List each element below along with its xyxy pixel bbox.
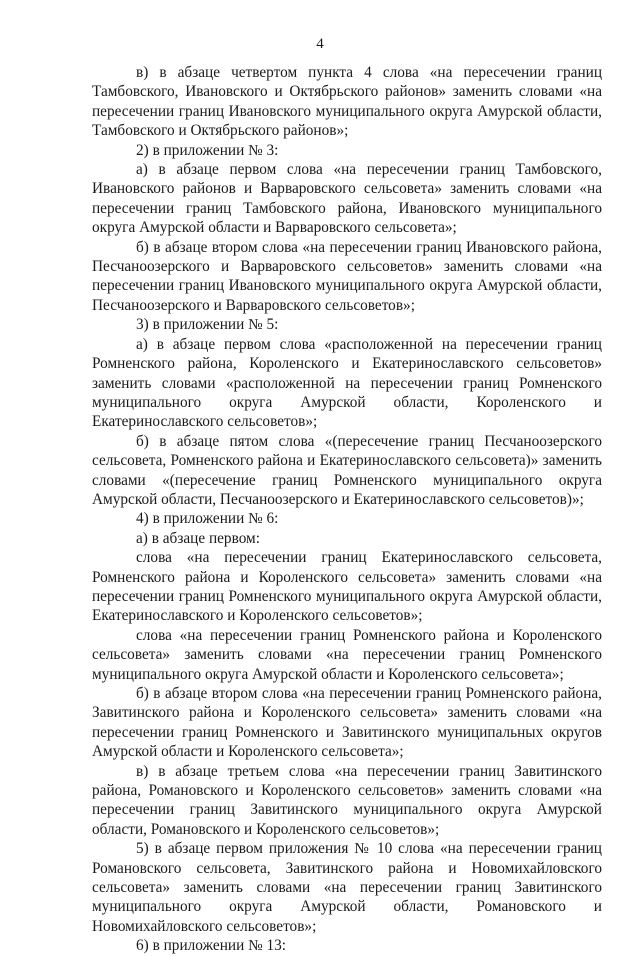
paragraph: б) в абзаце пятом слова «(пересечение границ Песчаноозерского сельсовета, Ромненского района и Екатеринославского сельсовета)» заменить словами «(пересечение границ Ромненского муниципального округа Амурской области, Песчаноозерского и Екатеринославского сельсоветов)»; <box>92 432 602 508</box>
paragraph: в) в абзаце четвертом пункта 4 слова «на пересечении границ Тамбовского, Ивановского и Октябрьского районов» заменить словами «на пересечении границ Ивановского муниципального округа Амурской области, Тамбовского и Октябрьского районов»; <box>92 64 602 140</box>
page-number: 4 <box>316 36 324 52</box>
document-body <box>92 63 602 956</box>
paragraph: 3) в приложении № 5: <box>136 316 279 334</box>
paragraph: 5) в абзаце первом приложения № 10 слова «на пересечении границ Романовского сельсовета, Завитинского района и Новомихайловского сельсовета» заменить словами «на пересечении границ Завитинского муниципального округа Амурской области, Романовского и Новомихайловского сельсоветов»; <box>92 840 602 935</box>
paragraph: а) в абзаце первом слова «расположенной на пересечении границ Ромненского района, Короленского и Екатеринославского сельсоветов» заменить словами «расположенной на пересечении границ Ромненского муниципального округа Амурской области, Короленского и Екатеринославского сельсоветов»; <box>92 335 602 431</box>
paragraph: а) в абзаце первом слова «на пересечении границ Тамбовского, Ивановского районов и Варваровского сельсовета» заменить словами «на пересечении границ Тамбовского района, Ивановского муниципального округа Амурской области и Варваровского сельсовета»; <box>92 161 602 237</box>
paragraph: б) в абзаце втором слова «на пересечении границ Ивановского района, Песчаноозерского и Варваровского сельсоветов» заменить словами «на пересечении границ Ивановского муниципального округа Амурской области, Песчаноозерского и Варваровского сельсоветов»; <box>92 238 602 314</box>
paragraph: б) в абзаце втором слова «на пересечении границ Ромненского района, Завитинского района и Короленского сельсовета» заменить словами «на пересечении границ Ромненского и Завитинского муниципальных округов Амурской области и Короленского сельсовета»; <box>92 685 602 761</box>
paragraph: 4) в приложении № 6: <box>136 510 279 528</box>
paragraph: 6) в приложении № 13: <box>136 937 287 955</box>
paragraph: 2) в приложении № 3: <box>136 141 279 159</box>
paragraph: а) в абзаце первом: <box>136 529 260 547</box>
paragraph: в) в абзаце третьем слова «на пересечении границ Завитинского района, Романовского и Короленского сельсоветов» заменить словами «на пересечении границ Завитинского муниципального округа Амурской области, Романовского и Короленского сельсоветов»; <box>92 762 602 838</box>
paragraph: слова «на пересечении границ Екатеринославского сельсовета, Ромненского района и Короленского сельсовета» заменить словами «на пересечении границ Ромненского муниципального округа Амурской области, Екатеринославского и Короленского сельсоветов»; <box>92 549 602 625</box>
paragraph: слова «на пересечении границ Ромненского района и Короленского сельсовета» заменить словами «на пересечении границ Ромненского муниципального округа Амурской области и Короленского сельсовета»; <box>92 626 602 683</box>
